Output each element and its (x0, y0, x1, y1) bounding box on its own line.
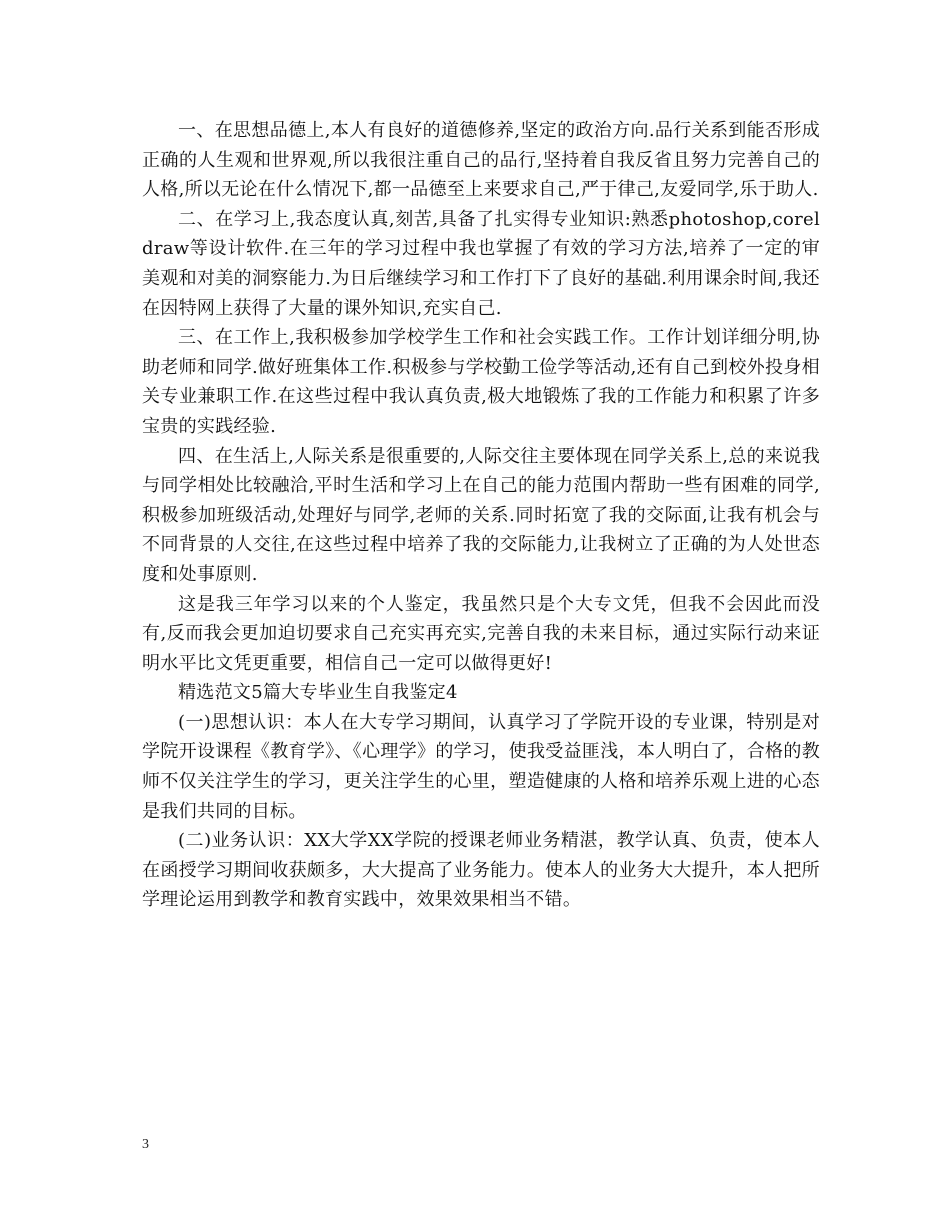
page-number: 3 (142, 1137, 149, 1152)
document-body (142, 116, 820, 915)
paragraph-summary: 这是我三年学习以来的个人鉴定，我虽然只是个大专文凭，但我不会因此而没有,反而我会更加迫切要求自己充实再充实,完善自我的未来目标，通过实际行动来证明水平比文凭更重要，相信自己一定可以做得更好! (142, 593, 820, 674)
paragraph-life: 四、在生活上,人际关系是很重要的,人际交往主要体现在同学关系上,总的来说我与同学相处比较融洽,平时生活和学习上在自己的能力范围内帮助一些有困难的同学,积极参加班级活动,处理好与同学,老师的关系.同时拓宽了我的交际面,让我有机会与不同背景的人交往,在这些过程中培养了我的交际能力,让我树立了正确的为人处世态度和处事原则. (142, 445, 820, 585)
paragraph-work: 三、在工作上,我积极参加学校学生工作和社会实践工作。工作计划详细分明,协助老师和同学.做好班集体工作.积极参与学校勤工俭学等活动,还有自己到校外投身相关专业兼职工作.在这些过程中我认真负责,极大地锻炼了我的工作能力和积累了许多宝贵的实践经验. (142, 327, 820, 437)
paragraph-moral-character: 一、在思想品德上,本人有良好的道德修养,坚定的政治方向.品行关系到能否形成正确的人生观和世界观,所以我很注重自己的品行,坚持着自我反省且努力完善自己的人格,所以无论在什么情况下,都一品德至上来要求自己,严于律己,友爱同学,乐于助人. (142, 120, 820, 201)
paragraph-ideological-understanding: (一)思想认识：本人在大专学习期间，认真学习了学院开设的专业课，特别是对学院开设课程《教育学》、《心理学》的学习，使我受益匪浅，本人明白了，合格的教师不仅关注学生的学习，更关注学生的心里，塑造健康的人格和培养乐观上进的心态是我们共同的目标。 (142, 711, 820, 822)
paragraph-study: 二、在学习上,我态度认真,刻苦,具备了扎实得专业知识:熟悉photoshop,coreldraw等设计软件.在三年的学习过程中我也掌握了有效的学习方法,培养了一定的审美观和对美的洞察能力.为日后继续学习和工作打下了良好的基础.利用课余时间,我还在因特网上获得了大量的课外知识,充实自己. (142, 208, 820, 319)
section-heading: 精选范文5篇大专毕业生自我鉴定4 (178, 682, 458, 704)
paragraph-professional-understanding: (二)业务认识：XX大学XX学院的授课老师业务精湛，教学认真、负责，使本人在函授学习期间收获颇多，大大提高了业务能力。使本人的业务大大提升，本人把所学理论运用到教学和教育实践中，效果效果相当不错。 (142, 830, 820, 911)
